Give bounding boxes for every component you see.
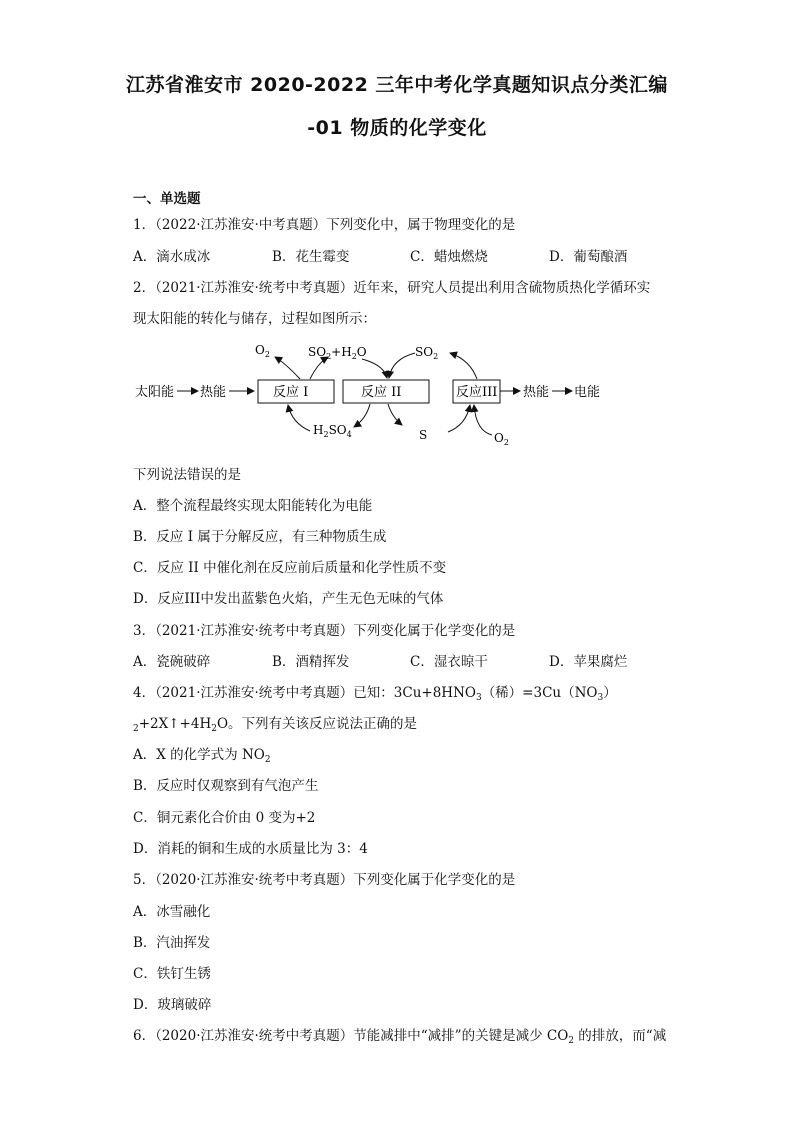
reaction-3-label: 反应III xyxy=(456,385,498,400)
question-4-option-a: A．X 的化学式为 $NO_2$ xyxy=(133,747,271,765)
o2-in-arrow xyxy=(474,405,492,435)
question-3-option-b: B．酒精挥发 xyxy=(272,654,350,670)
so2-h2o-in-arrow xyxy=(362,359,387,378)
document-title-line1: 江苏省淮安市 2020-2022 三年中考化学真题知识点分类汇编 xyxy=(126,74,668,96)
question-4-stem-line1: 4．（2021·江苏淮安·统考中考真题）已知：$3Cu+8HNO_3$（稀）$=3Cu(NO_3)$ xyxy=(133,685,617,703)
s-out-arrow xyxy=(388,404,402,425)
o2-out-arrow xyxy=(275,357,300,379)
question-4-option-c: C．铜元素化合价由 0 变为+2 xyxy=(133,810,316,826)
question-5-option-c: C．铁钉生锈 xyxy=(133,966,211,982)
question-4-option-b: B．反应时仅观察到有气泡产生 xyxy=(133,778,319,794)
question-1-option-c: C．蜡烛燃烧 xyxy=(410,249,488,265)
so2-out-arrow xyxy=(450,353,477,379)
reaction-2-label: 反应 II xyxy=(361,385,402,400)
question-4-stem-line2: $_2+2X↑+4H_2O$。下列有关该反应说法正确的是 xyxy=(133,716,418,734)
electric-energy-label: 电能 xyxy=(574,385,601,400)
so2-right-label: $SO_2$ xyxy=(415,345,439,361)
sulfur-label: S xyxy=(419,428,428,442)
question-1-option-d: D．葡萄酿酒 xyxy=(549,249,628,265)
section-heading: 一、单选题 xyxy=(133,191,201,207)
question-5-option-d: D．玻璃破碎 xyxy=(133,997,212,1013)
question-4-option-d: D．消耗的铜和生成的水质量比为 3：4 xyxy=(133,841,368,857)
reaction-1-label: 反应 I xyxy=(273,385,309,400)
question-2-option-a: A．整个流程最终实现太阳能转化为电能 xyxy=(133,498,373,514)
question-2-ask: 下列说法错误的是 xyxy=(133,467,241,483)
question-2-option-c: C．反应 II 中催化剂在反应前后质量和化学性质不变 xyxy=(133,560,447,576)
document-title-line2: -01 物质的化学变化 xyxy=(307,117,487,139)
question-5-stem: 5．（2020·江苏淮安·统考中考真题）下列变化属于化学变化的是 xyxy=(133,872,516,888)
question-1-option-b: B．花生霉变 xyxy=(272,249,350,265)
h2so4-to-reaction1-arrow xyxy=(288,405,310,431)
h2so4-label: $H_2SO_4$ xyxy=(313,423,352,439)
o2-bottom-label: $O_2$ xyxy=(494,431,509,447)
question-3-option-c: C．湿衣晾干 xyxy=(410,654,488,670)
solar-energy-label: 太阳能 xyxy=(135,385,175,400)
question-2-stem-line1: 2．（2021·江苏淮安·统考中考真题）近年来，研究人员提出利用含硫物质热化学循环实 xyxy=(133,280,651,296)
question-3-stem: 3．（2021·江苏淮安·统考中考真题）下列变化属于化学变化的是 xyxy=(133,623,516,639)
question-6-stem: 6．（2020·江苏淮安·统考中考真题）节能减排中“减排”的关键是减少 $CO_2$ 的排放，而“减 xyxy=(133,1028,667,1046)
o2-top-label: $O_2$ xyxy=(255,343,270,359)
question-5-option-b: B．汽油挥发 xyxy=(133,935,211,951)
so2-h2o-label: $SO_2+H_2O$ xyxy=(308,345,367,361)
h2so4-from-reaction2-arrow xyxy=(354,404,370,427)
question-3-option-d: D．苹果腐烂 xyxy=(549,654,628,670)
s-in-arrow xyxy=(448,405,470,432)
heat-energy-right-label: 热能 xyxy=(523,385,550,400)
heat-energy-left-label: 热能 xyxy=(200,385,227,400)
question-5-option-a: A．冰雪融化 xyxy=(133,904,211,920)
question-2-option-b: B．反应 I 属于分解反应，有三种物质生成 xyxy=(133,529,387,545)
question-1-option-a: A．滴水成冰 xyxy=(133,249,211,265)
question-1-stem: 1．（2022·江苏淮安·中考真题）下列变化中，属于物理变化的是 xyxy=(133,217,516,233)
question-2-option-d: D．反应III中发出蓝紫色火焰，产生无色无味的气体 xyxy=(133,591,444,607)
question-2-stem-line2: 现太阳能的转化与储存，过程如图所示： xyxy=(133,311,376,327)
sulfur-cycle-diagram xyxy=(130,335,610,450)
so2-in-arrow xyxy=(389,353,415,378)
question-3-option-a: A．瓷碗破碎 xyxy=(133,654,211,670)
